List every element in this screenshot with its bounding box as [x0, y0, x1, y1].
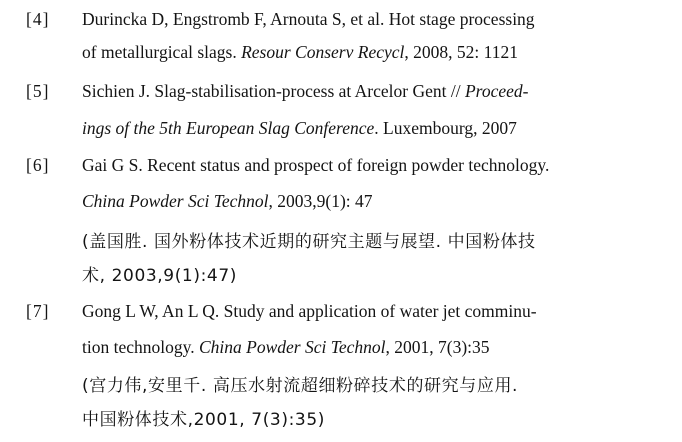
reference-line [82, 230, 536, 253]
reference-text: , 2003,9(1): 47 [268, 191, 373, 211]
reference-text: of metallurgical slags. [82, 42, 242, 62]
reference-chinese-text: 术, 2003,9(1):47) [82, 266, 237, 286]
reference-text: Gong L W, An L Q. Study and application of water jet comminu- [82, 301, 537, 321]
reference-number: [4] [26, 9, 50, 29]
reference-chinese-text: (盖国胜. 国外粉体技术近期的研究主题与展望. 中国粉体技 [82, 232, 536, 252]
reference-text: , 2001, 7(3):35 [385, 337, 490, 357]
reference-number: [6] [26, 155, 50, 175]
reference-text: Durincka D, Engstromb F, Arnouta S, et al. Hot stage processing [82, 9, 535, 29]
reference-italic-text: Proceed- [464, 81, 529, 101]
reference-chinese-text: (宫力伟,安里千. 高压水射流超细粉碎技术的研究与应用. [82, 376, 519, 396]
reference-text: , 2008, 52: 1121 [404, 42, 518, 62]
reference-number: [7] [26, 301, 50, 321]
reference-number: [5] [26, 81, 50, 101]
reference-italic-text: China Powder Sci Technol [82, 191, 269, 211]
reference-line [82, 408, 325, 431]
reference-chinese-text: 中国粉体技术,2001, 7(3):35) [82, 410, 325, 430]
reference-line [82, 374, 518, 397]
reference-line [82, 190, 373, 212]
reference-line [82, 41, 518, 63]
reference-italic-text: China Powder Sci Technol [198, 337, 386, 357]
reference-line [82, 300, 537, 322]
reference-line [82, 8, 535, 30]
reference-line [82, 117, 517, 139]
reference-text: . Luxembourg, 2007 [374, 118, 517, 138]
reference-italic-text: ings of the 5th European Slag Conference [82, 118, 375, 138]
reference-line [82, 336, 490, 358]
reference-text: Sichien J. Slag-stabilisation-process at Arcelor Gent // [82, 81, 465, 101]
reference-line [82, 80, 528, 102]
reference-italic-text: Resour Conserv Recycl [241, 42, 405, 62]
reference-line [82, 154, 549, 176]
reference-line [82, 264, 237, 287]
reference-text: Gai G S. Recent status and prospect of foreign powder technology. [82, 155, 550, 175]
reference-text: tion technology. [82, 337, 199, 357]
